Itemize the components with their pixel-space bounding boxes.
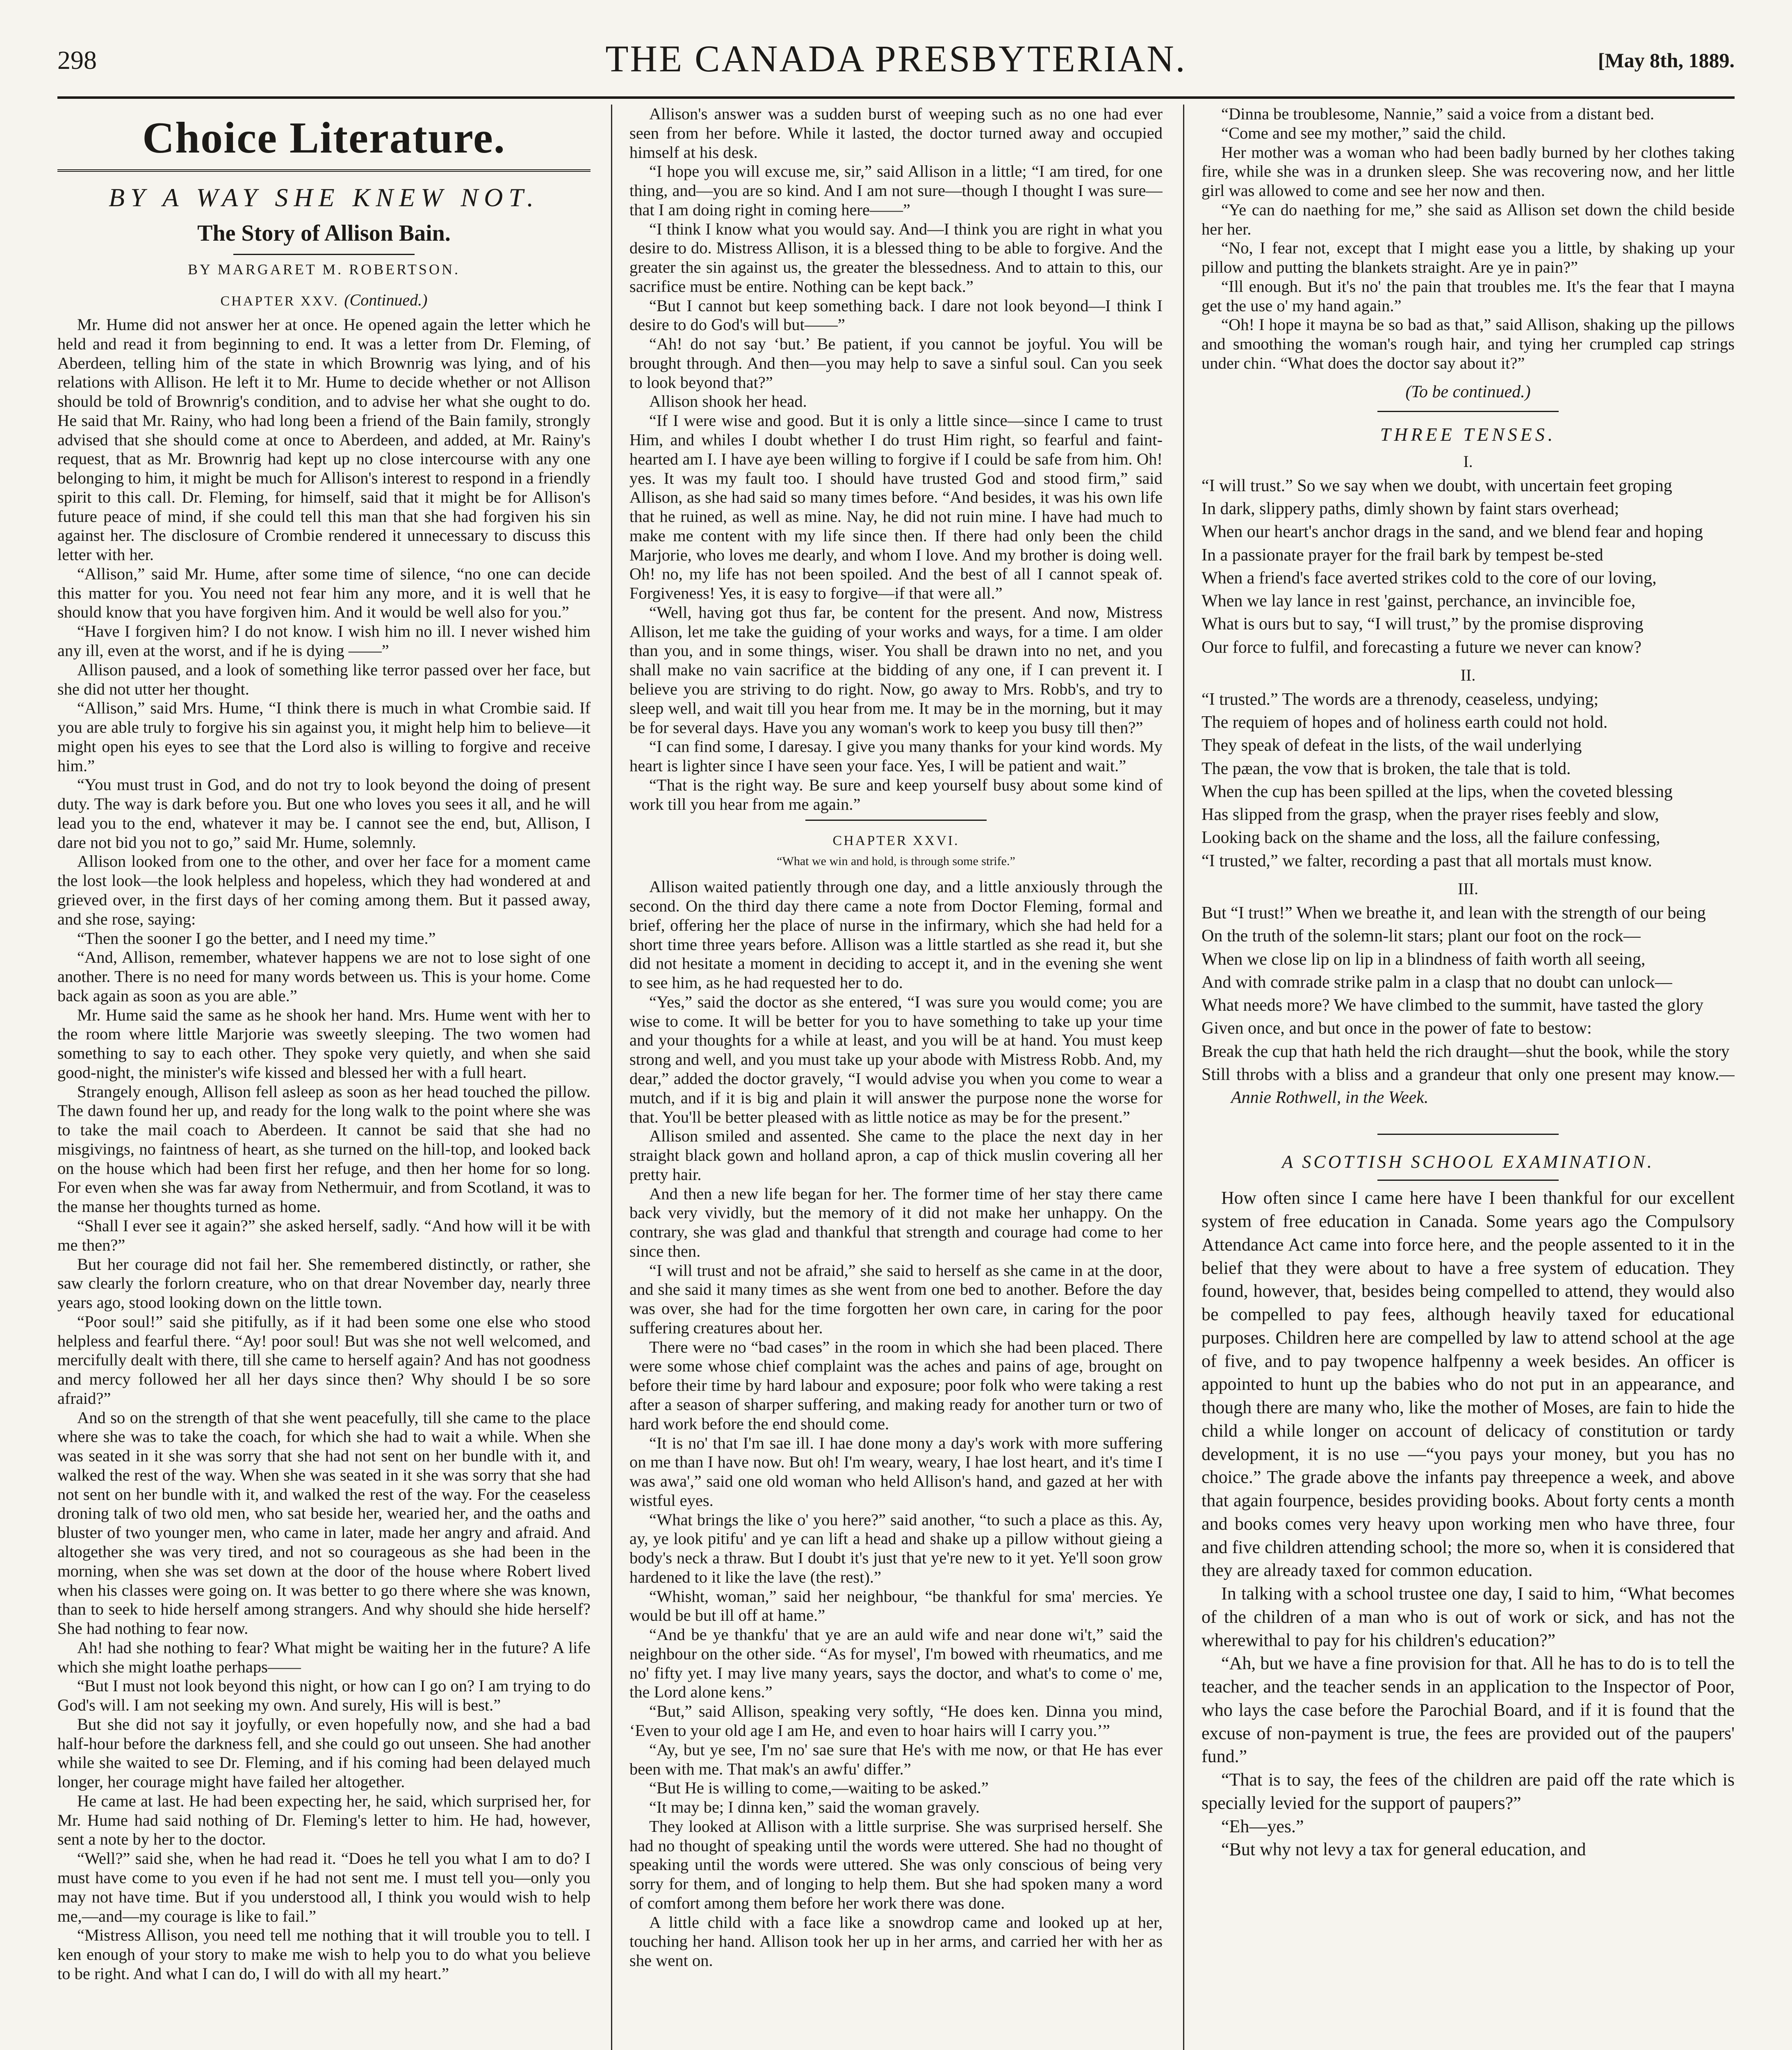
story-paragraph: “Then the sooner I go the better, and I need my time.” [77,929,436,948]
poem-line: When we close lip on lip in a blindness of faith worth all seeing, [1202,950,1646,969]
story-paragraph: “That is the right way. Be sure and keep yourself busy about some kind of work till you hear from me again.” [629,775,1163,813]
story-paragraph: “But,” said Allison, speaking very softly, “He does ken. Dinna you mind, ‘Even to your old age I am He, and even to hoar hairs will I carry you.’” [629,1702,1163,1740]
story-paragraph: Ah! had she nothing to fear? What might be waiting her in the future? A life which she might loathe perhaps—— [57,1638,590,1676]
story-paragraph: “But I must not look beyond this night, or how can I go on? I am trying to do God's will. I am not seeking my own. And surely, His will is best.” [57,1676,590,1715]
story-paragraph: Allison waited patiently through one day, and a little anxiously through the second. On the third day there came a note from Doctor Fleming, formal and brief, offering her the place of nurse in the infirmary, which she had held for a short time three years before. Allison was a little startled as she read it, but she did not hesitate a moment in deciding to accept it, and in the evening she went to see him, as he had requested her to do. [629,877,1163,992]
story-paragraph: “Poor soul!” said she pitifully, as if it had been some one else who stood helpless and fearful there. “Ay! poor soul! But was she not well welcomed, and mercifully dealt with there, till she came to herself again? And has not goodness and mercy followed her all her days since then? Why should I be so sore afraid?” [57,1312,590,1408]
story-paragraph: Allison smiled and assented. She came to the place the next day in her straight black gown and holland apron, a cap of thick muslin covering all her pretty hair. [629,1127,1163,1184]
story-text-column-3 [1202,105,1735,373]
department-heading: Choice Literature. [142,114,506,162]
story-paragraph: “If I were wise and good. But it is only a little since—since I came to trust Him, and whiles I doubt whether I do trust Him right, so fearful and faint-hearted am I. I have aye been willing to forgive if I could be safe from him. Oh! yes. It was my fault too. I should have trusted God and stood firm,” said Allison, as she had said so many times before. “And besides, it was his own life that he ruined, as well as mine. Nay, he did not ruin mine. I have had much to make me content with my life since then. If there had only been the child Marjorie, who loves me dearly, and whom I love. And my brother is doing well. Oh! no, my life has not been spoiled. And the best of all I cannot speak of. Forgiveness! Yes, it is easy to forgive—if that were all.” [629,411,1163,603]
story-paragraph: And then a new life began for her. The former time of her stay there came back very vividly, but the memory of it did not make her unhappy. On the contrary, she was glad and thankful that strength and courage had come to her since then. [629,1184,1163,1260]
poem-line: When a friend's face averted strikes cold to the core of our loving, [1202,568,1657,588]
story-paragraph: “Well, having got thus far, be content for the present. And now, Mistress Allison, let me take the guiding of your works and ways, for a time. I am older than you, and in some things, wiser. You shall be drawn into no net, and you shall make no vain sacrifice at the bidding of any one, if I can prevent it. I believe you are striving to do right. Now, go away to Mrs. Robb's, and try to sleep well, and wait till you hear from me. It may be in the morning, but it may be for several days. Have you any woman's work to keep you busy till then?” [629,603,1163,737]
article-paragraph: “Ah, but we have a fine provision for that. All he has to do is to tell the teacher, and the teacher sends in an application to the Inspector of Poor, who lays the case before the Parochial Board, and if it is found that the excuse of non-payment is true, the fees are provided out of the paupers' fund.” [1202,1653,1735,1767]
column-3 [1202,105,1735,2050]
story-paragraph: Allison looked from one to the other, and over her face for a moment came the lost look—the look helpless and hopeless, which they had wondered at and grieved over, in the first days of her coming among them. But it passed away, and she rose, saying: [57,852,590,928]
story-paragraph: “Ay, but ye see, I'm no' sae sure that He's with me now, or that He has ever been with me. That mak's an awfu' differ.” [629,1740,1163,1778]
story-paragraph: “And be ye thankfu' that ye are an auld wife and near done wi't,” said the neighbour on the other side. “As for mysel', I'm bowed with rheumatics, and me no' fifty yet. I may live many years, says the doctor, and what's to come o' me, the Lord alone kens.” [629,1625,1163,1702]
column-divider [611,105,612,2050]
story-paragraph: “Well?” said she, when he had read it. “Does he tell you what I am to do? I must have come to you even if he had not sent me. I must tell you—only you may not have time. But if you understood all, I think you would wish to help me,—and—my courage is like to fail.” [57,1849,590,1925]
story-paragraph: But her courage did not fail her. She remembered distinctly, or rather, she saw clearly the forlorn creature, who on that drear November day, nearly three years ago, stood looking down on the little town. [57,1255,590,1312]
story-paragraph: Mr. Hume said the same as he shook her hand. Mrs. Hume went with her to the room where little Marjorie was sweetly sleeping. The two women had something to say to each other. They spoke very quietly, and when she said good-night, the minister's wife kissed and blessed her with a full heart. [57,1005,590,1082]
chapter-epigraph: “What we win and hold, is through some strife.” [777,854,1015,868]
poem-line: What needs more? We have climbed to the summit, have tasted the glory [1202,996,1703,1015]
subtitle-rule [233,254,415,255]
story-paragraph: “Shall I ever see it again?” she asked herself, sadly. “And how will it be with me then?” [57,1216,590,1254]
poem-line: When the cup has been spilled at the lips, when the coveted blessing [1202,782,1673,801]
story-paragraph: “Have I forgiven him? I do not know. I wish him no ill. I never wished him any ill, even at the worst, and if he is dying ——” [57,622,590,660]
page-number: 298 [57,46,97,75]
story-paragraph: They looked at Allison with a little surprise. She was surprised herself. She had no thought of speaking until the words were uttered. She had no thought of speaking until the words were uttered. She was only conscious of being very sorry for them, and of longing to help them. But she had spoken many a word of comfort among them before her work there was done. [629,1817,1163,1912]
story-paragraph: “No, I fear not, except that I might ease you a little, by shaking up your pillow and putting the blankets straight. Are ye in pain?” [1202,239,1735,277]
story-paragraph: A little child with a face like a snowdrop came and looked up at her, touching her hand. Allison took her up in her arms, and carried her with her as she went on. [629,1913,1163,1970]
byline: BY MARGARET M. ROBERTSON. [188,261,460,278]
story-paragraph: “But He is willing to come,—waiting to be asked.” [649,1779,989,1797]
story-paragraph: “Dinna be troublesome, Nannie,” said a voice from a distant bed. [1221,105,1655,123]
story-paragraph: “I can find some, I daresay. I give you many thanks for your kind words. My heart is lighter since I have seen your face. Yes, I will be patient and wait.” [629,737,1163,775]
poem-final-line: Still throbs with a bliss and a grandeur that only one present may know. [1202,1065,1719,1084]
story-paragraph: “I think I know what you would say. And—I think you are right in what you desire to do. Mistress Allison, it is a blessed thing to be able to forgive. And the greater the sin against us, the greater the blessedness. And to attain to this, our sacrifice must be entire. Nothing can be kept back.” [629,219,1163,296]
story-paragraph: “But I cannot but keep something back. I dare not look beyond—I think I desire to do God's will but——” [629,296,1163,334]
story-text-column-1 [57,315,590,1984]
story-paragraph: Allison shook her head. [649,392,807,411]
story-subtitle: The Story of Allison Bain. [197,221,451,246]
article-text [1202,1187,1735,1861]
section-rule [1377,411,1559,412]
story-paragraph: “And, Allison, remember, whatever happens we are not to lose sight of one another. There is no need for many words between us. This is your home. Come back again as soon as you are able.” [57,948,590,1005]
masthead-rule [57,96,1735,99]
story-paragraph: “Whisht, woman,” said her neighbour, “be thankful for sma' mercies. Ye would be but ill off at hame.” [629,1587,1163,1625]
heading-rule [57,169,590,172]
story-paragraph: Strangely enough, Allison fell asleep as soon as her head touched the pillow. The dawn found her up, and ready for the long walk to the point where she was to take the mail coach to Aberdeen. It cannot be said that she had no misgivings, no faintness of heart, as she turned on the hill-top, and looked back on the house which had been first her refuge, and then her home for so long. For even when she was far away from Nethermuir, and from Scotland, it was to the manse her thoughts turned as home. [57,1082,590,1216]
poem-line [1202,1063,1735,1109]
poem-line: “I will trust.” So we say when we doubt, with uncertain feet groping [1202,476,1672,495]
column-1 [57,105,590,2050]
article-paragraph: “But why not levy a tax for general education, and [1221,1839,1586,1860]
poem-line: They speak of defeat in the lists, of the wail underlying [1202,736,1582,755]
poem-line: Break the cup that hath held the rich draught—shut the book, while the story [1202,1042,1730,1061]
story-paragraph: Allison paused, and a look of something like terror passed over her face, but she did not utter her thought. [57,660,590,698]
poem-line: On the truth of the solemn-lit stars; plant our foot on the rock— [1202,927,1641,946]
story-paragraph: “It is no' that I'm sae ill. I hae done mony a day's work with more suffering on me than I have now. But oh! I'm weary, weary, I hae lost heart, and it's time I was awa',” said one old woman who held Allison's hand, and gazed at her with wistful eyes. [629,1433,1163,1510]
poem-line: What is ours but to say, “I will trust,” by the promise disproving [1202,615,1644,634]
chapter-heading: CHAPTER XXVI. [832,833,960,849]
poem-line: And with comrade strike palm in a clasp that no doubt can unlock— [1202,973,1672,992]
story-paragraph: “I will trust and not be afraid,” she said to herself as she came in at the door, and she said it many times as she went from one bed to another. Before the day was over, she had for the time forgotten her own care, in caring for the poor suffering creatures about her. [629,1261,1163,1337]
masthead [57,37,1735,94]
poem-line: Looking back on the shame and the loss, all the failure confessing, [1202,828,1660,847]
poem-line: “I trusted,” we falter, recording a past that all mortals must know. [1202,851,1652,870]
section-rule [1377,1134,1559,1135]
poem-line: “I trusted.” The words are a threnody, ceaseless, undying; [1202,690,1599,709]
article-title: A SCOTTISH SCHOOL EXAMINATION. [1282,1152,1654,1172]
poem-line: In a passionate prayer for the frail bark by tempest be-sted [1202,545,1603,565]
poem-line: Our force to fulfil, and forecasting a future we never can know? [1202,638,1642,657]
story-title: BY A WAY SHE KNEW NOT. [108,183,540,212]
issue-date: [May 8th, 1889. [1598,49,1735,72]
story-paragraph: “Allison,” said Mr. Hume, after some time of silence, “no one can decide this matter for you. You need not fear him any more, and it is well that he should know that you have forgiven him. And it would be well also for you.” [57,564,590,622]
story-paragraph: “Oh! I hope it mayna be so bad as that,” said Allison, shaking up the pillows and smoothing the woman's rough hair, and tying her crumpled cap strings under chin. “What does the doctor say about it?” [1202,315,1735,372]
article-paragraph: “That is to say, the fees of the children are paid off the rate which is specially levied for the support of paupers?” [1202,1770,1735,1813]
story-paragraph: “Ah! do not say ‘but.’ Be patient, if you cannot be joyful. You will be brought through. And then—you may help to save a sinful soul. Can you seek to look beyond that?” [629,335,1163,392]
story-paragraph: “Yes,” said the doctor as she entered, “I was sure you would come; you are wise to come. It will be better for you to have something to take up your time and your thoughts for a while at least, and you will be at hand. You must keep strong and well, and you must take up your abode with Mistress Robb. And, my dear,” added the doctor gravely, “I would advise you when you come to wear a mutch, and if it is big and plain it will answer the purpose none the worse for that. You'll be better pleased with as little notice as may be for the present.” [629,992,1163,1126]
poem-attribution: —Annie Rothwell, in the Week. [1231,1065,1735,1107]
story-paragraph: There were no “bad cases” in the room in which she had been placed. There were some whose chief complaint was the aches and pains of age, brought on before their time by hard labour and exposure; poor folk who were taking a rest after a season of sharper suffering, and making ready for another turn or two of hard work before the end should come. [629,1337,1163,1433]
column-2 [629,105,1163,2050]
story-paragraph: He came at last. He had been expecting her, he said, which surprised her, for Mr. Hume had said nothing of Dr. Fleming's letter to him. He had, however, sent a note by her to the doctor. [57,1791,590,1849]
journal-title: THE CANADA PRESBYTERIAN. [605,38,1187,80]
poem-part-numeral: III. [1458,879,1478,898]
article-paragraph: In talking with a school trustee one day, I said to him, “What becomes of the children of a man who is out of work or sick, and has not the wherewithal to pay for his children's education?” [1202,1583,1735,1650]
chapter-number: CHAPTER XXV. [220,294,339,309]
story-text-column-2b [629,877,1163,1970]
story-paragraph: Allison's answer was a sudden burst of weeping such as no one had ever seen from her before. While it lasted, the doctor turned away and occupied himself at his desk. [629,105,1163,162]
poem-line: In dark, slippery paths, dimly shown by faint stars overhead; [1202,499,1619,518]
story-paragraph: And so on the strength of that she went peacefully, till she came to the place where she was to take the coach, for which she had to wait a while. When she was seated in it she was sorry that she had not sent on her bundle with it, and walked the rest of the way. When she was seated in it she was sorry that she had not sent on her bundle with it, and walked the rest of the way. For the ceaseless droning talk of two old men, who sat beside her, wearied her, and the oaths and bluster of two younger men, who came in later, made her angry and afraid. And altogether she was very tired, and not so courageous as she had been in the morning, when she was set down at the door of the house where Robert lived when his classes were going on. It was better to go there where she was known, than to seek to hide herself among strangers. And why should she hide herself? She had nothing to fear now. [57,1408,590,1638]
poem-line: Given once, and but once in the power of fate to bestow: [1202,1019,1592,1038]
poem-line: Has slipped from the grasp, when the prayer rises feebly and slow, [1202,805,1659,825]
story-paragraph: “Mistress Allison, you need tell me nothing that it will trouble you to tell. I ken enough of your story to make me wish to help you to do what you believe to be right. And what I can do, I will do with all my heart.” [57,1926,590,1983]
story-paragraph: “You must trust in God, and do not try to look beyond the doing of present duty. The way is dark before you. But one who loves you sees it all, and he will lead you to the end, whatever it may be. I cannot see the end, but, Allison, I dare not bid you not to go,” said Mr. Hume, solemnly. [57,775,590,852]
poem-line: The requiem of hopes and of holiness earth could not hold. [1202,713,1608,732]
story-text-column-2 [629,105,1163,814]
story-paragraph: “It may be; I dinna ken,” said the woman gravely. [649,1798,980,1817]
column-divider [1183,105,1184,2050]
chapter-rule [805,820,987,821]
poem-line: When we lay lance in rest 'gainst, perchance, an invincible foe, [1202,592,1636,611]
story-paragraph: “Allison,” said Mrs. Hume, “I think there is much in what Crombie said. If you are able truly to forgive his sin against you, it might help him to believe—it might open his eyes to see that the Lord also is willing to forgive and receive him.” [57,699,590,775]
story-paragraph: “Ye can do naething for me,” she said as Allison set down the child beside her her. [1202,200,1735,238]
chapter-heading [57,290,590,310]
title-rule [1377,1180,1559,1181]
article-paragraph: How often since I came here have I been thankful for our excellent system of free education in Canada. Some years ago the Compulsory Attendance Act came into force here, and the people assented to it in the belief that they were about to have a free system of education. They found, however, that, besides being compelled to attend, they would also be compelled to pay fees, although heavily taxed for educational purposes. Children here are compelled by law to attend school at the age of five, and to pay twopence halfpenny a week besides. An officer is appointed to hunt up the babies who do not put in an appearance, and though there are many who, like the mother of Moses, are fain to hide the child a while longer on account of delicacy of constitution or tardy development, it is no use —“you pays your money, but you has no choice.” The grade above the infants pay threepence a week, and above that again fourpence, besides providing books. About forty cents a month and books comes very heavy upon working men who have three, four and five children attending school; the more so, when it is considered that they are already taxed for common education. [1202,1188,1735,1581]
story-paragraph: “What brings the like o' you here?” said another, “to such a place as this. Ay, ay, ye look pitifu' and ye can lift a head and shake up a pillow without gieing a body's neck a thraw. But I doubt it's just that ye're new to it yet. Ye'll soon grow hardened to it like the lave (the rest).” [629,1510,1163,1586]
story-paragraph: But she did not say it joyfully, or even hopefully now, and she had a bad half-hour before the darkness fell, and she could go out unseen. She had another while she waited to see Dr. Fleming, and if his coming had been delayed much longer, her courage might have failed her altogether. [57,1715,590,1791]
poem-line: The pæan, the vow that is broken, the tale that is told. [1202,759,1571,778]
poem-part-numeral: II. [1460,665,1476,684]
poem-part-numeral: I. [1463,452,1473,471]
to-be-continued: (To be continued.) [1405,382,1531,401]
story-paragraph: Mr. Hume did not answer her at once. He opened again the letter which he held and read it from beginning to end. It was a letter from Dr. Fleming, of Aberdeen, telling him of the state in which Brownrig was lying, and of his relations with Allison. He left it to Mr. Hume to decide whether or not Allison should be told of Brownrig's condition, and to advise her what she ought to do. He said that Mr. Rainy, who had long been a friend of the Bain family, strongly advised that she should come at once to Aberdeen, and added, at Mr. Rainy's request, that as Mr. Brownrig had kept up no close intercourse with any one belonging to him, it might be much for Allison's interest to respond in a friendly spirit to this call. Dr. Fleming, for himself, said that it might be for Allison's future peace of mind, if she could tell this man that she had forgiven his sin against her. The disclosure of Crombie rendered it unnecessary to discuss this letter with her. [57,315,590,564]
article-paragraph: “Eh—yes.” [1221,1816,1304,1836]
story-paragraph: “Ill enough. But it's no' the pain that troubles me. It's the fear that I mayna get the use o' my hand again.” [1202,277,1735,315]
chapter-note: (Continued.) [344,291,428,309]
poem-line: When our heart's anchor drags in the sand, and we blend fear and hoping [1202,522,1703,542]
story-paragraph: Her mother was a woman who had been badly burned by her clothes taking fire, while she was in a drunken sleep. She was recovering now, and her little girl was allowed to come and see her now and then. [1202,143,1735,200]
story-paragraph: “I hope you will excuse me, sir,” said Allison in a little; “I am tired, for one thing, and—you are so kind. And I am not sure—though I thought I was sure—that I am doing right in coming here——” [629,162,1163,219]
story-paragraph: “Come and see my mother,” said the child. [1221,123,1506,142]
poem-line: But “I trust!” When we breathe it, and lean with the strength of our being [1202,903,1706,922]
poem-title: THREE TENSES. [1380,424,1556,445]
